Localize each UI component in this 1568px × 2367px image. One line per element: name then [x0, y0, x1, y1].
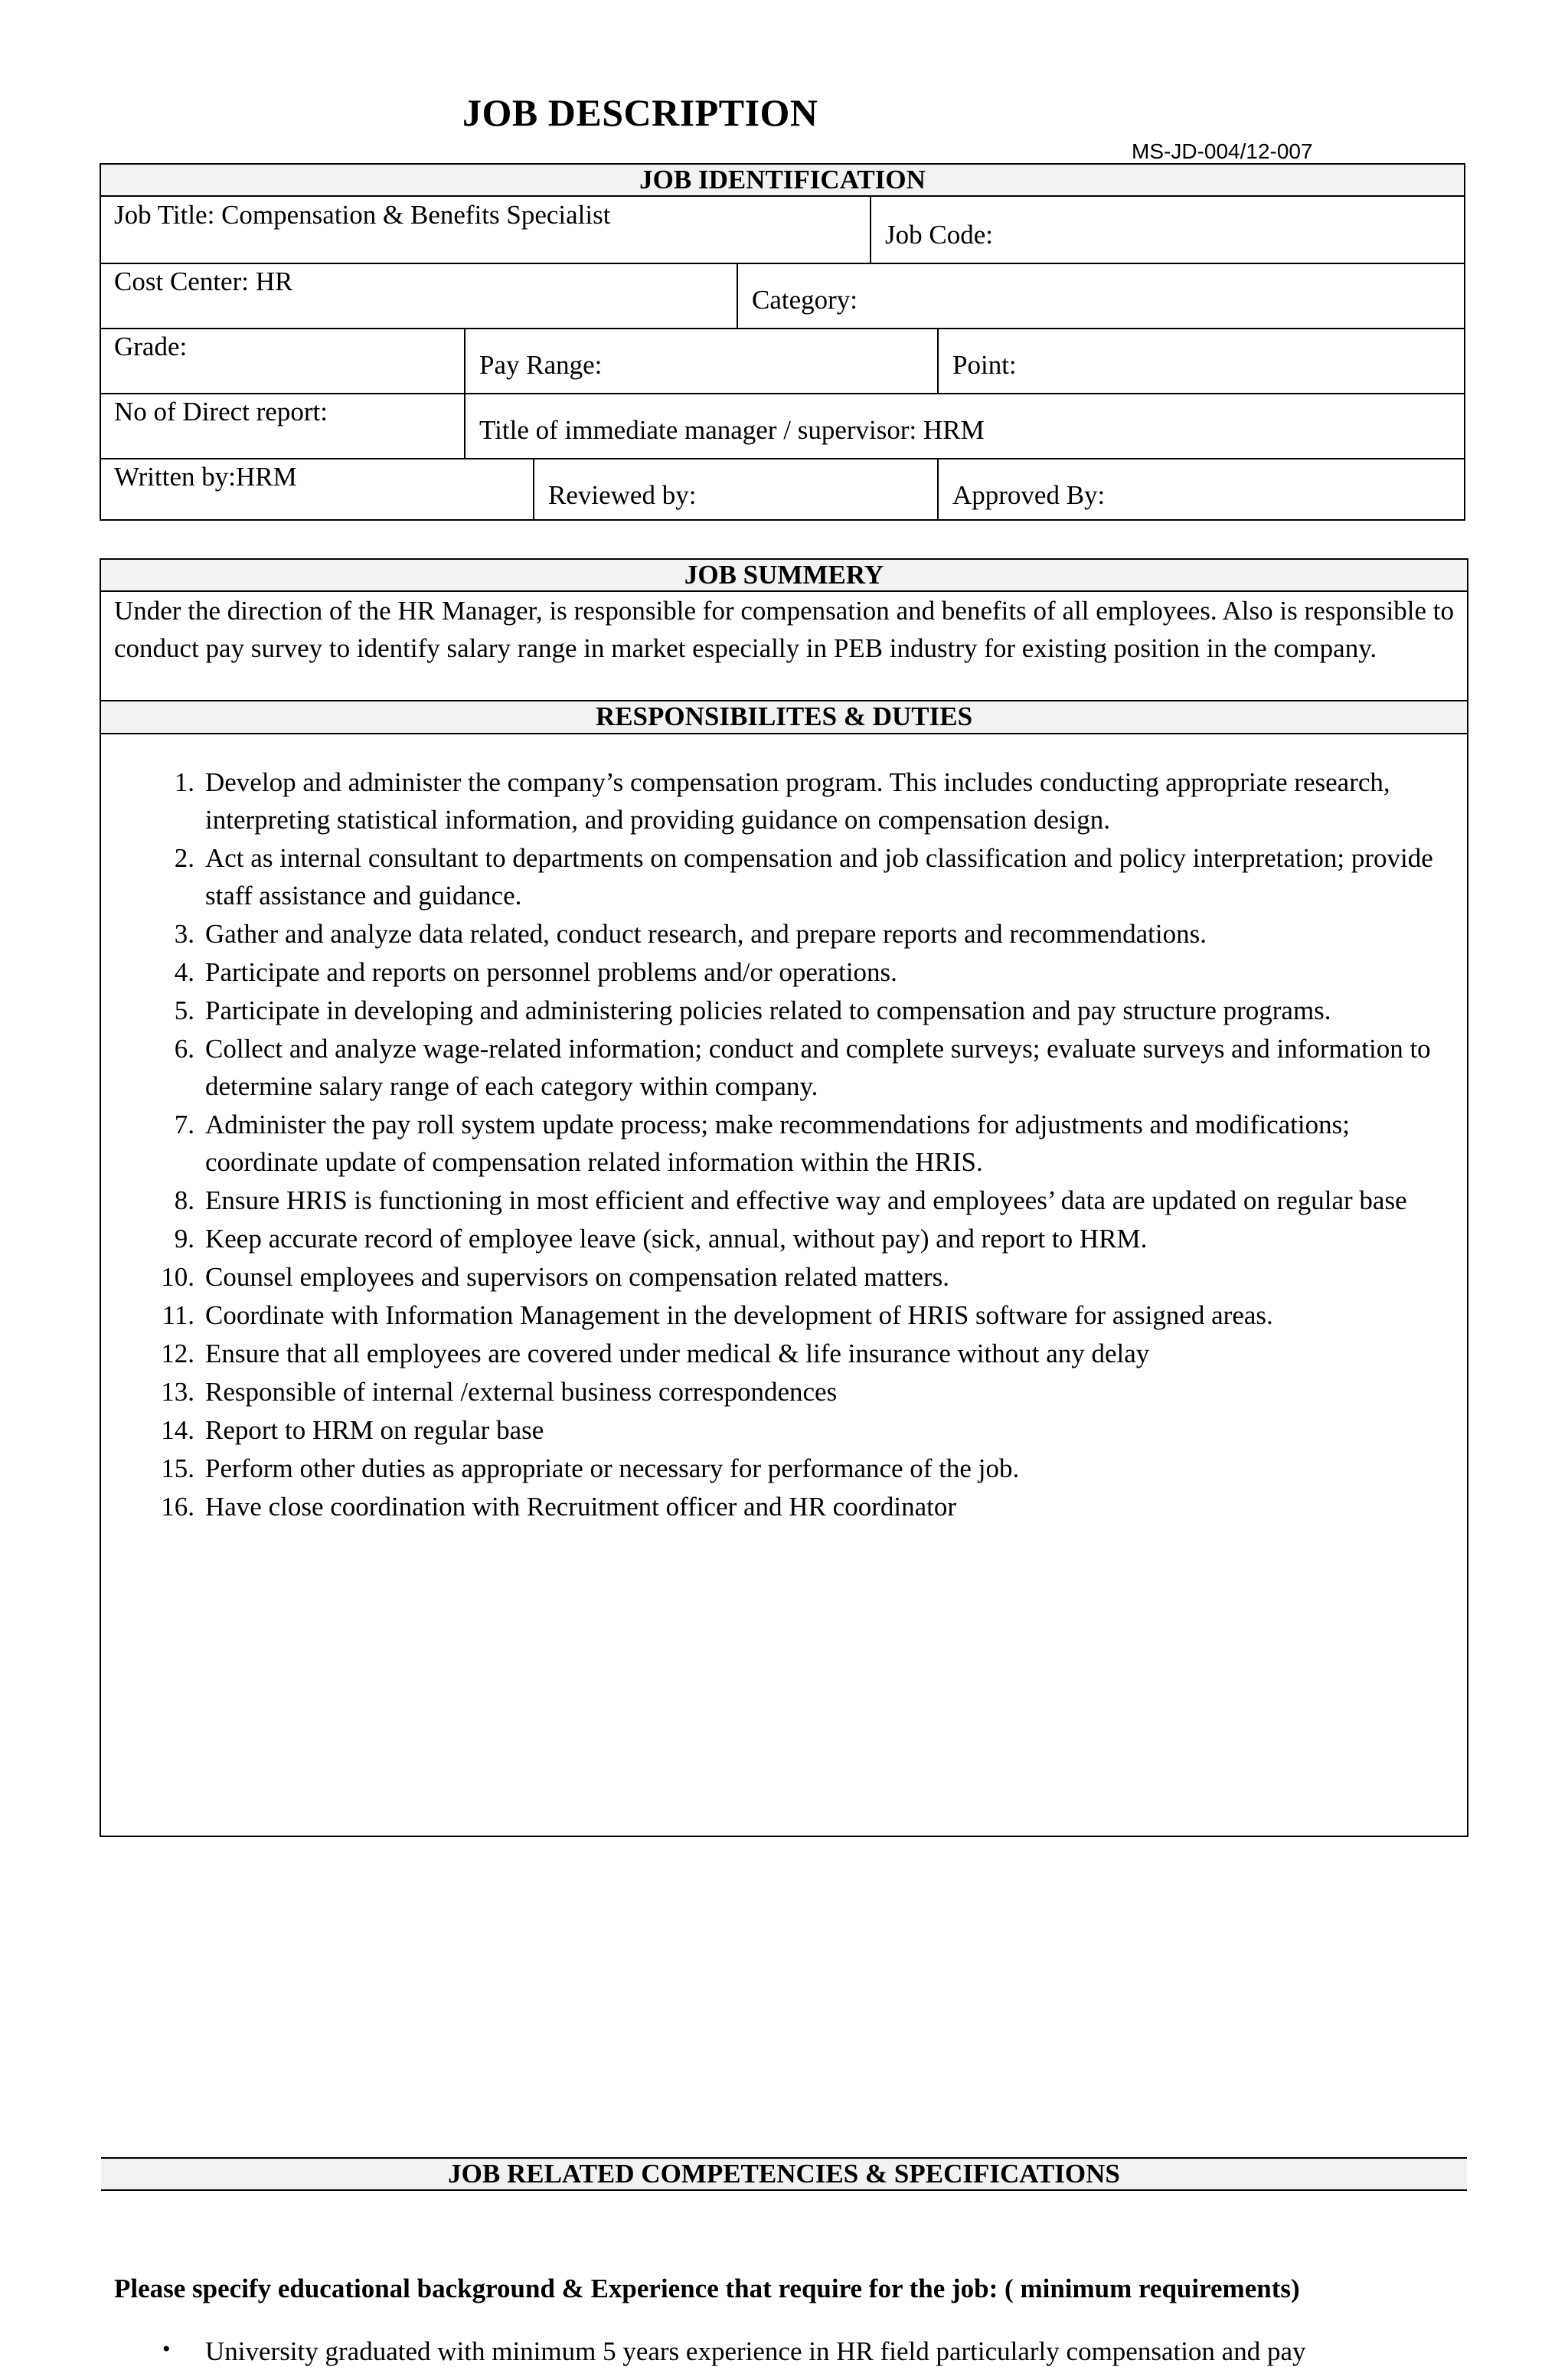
duty-number: 1. [174, 767, 194, 797]
duty-item [101, 1296, 1467, 1334]
duty-item [101, 763, 1467, 839]
reviewed-by-field: Reviewed by: [548, 480, 697, 510]
job-details-section [100, 558, 1468, 2366]
duty-item [101, 1220, 1467, 1257]
category-field: Category: [752, 285, 858, 315]
duties-heading: RESPONSIBILITES & DUTIES [101, 700, 1467, 734]
cost-center-field: Cost Center: HR [114, 266, 293, 296]
duty-text: Collect and analyze wage-related information; conduct and complete surveys; evaluate surveys and information to determine salary range of each category within company. [205, 1034, 1431, 1101]
approved-by-field: Approved By: [952, 480, 1106, 510]
requirements-question: Please specify educational background & Experience that require for the job: ( minimum requirements) [114, 2274, 1300, 2303]
duty-item [101, 1106, 1467, 1181]
row-divider [101, 263, 1464, 264]
duties-list [101, 763, 1467, 1526]
duty-number: 16. [161, 1492, 194, 1522]
job-identification-heading: JOB IDENTIFICATION [101, 165, 1464, 197]
duty-text: Develop and administer the company’s compensation program. This includes conducting appropriate research, interpreting statistical information, and providing guidance on compensation design. [205, 767, 1390, 835]
duty-item [101, 1258, 1467, 1296]
duty-number: 10. [161, 1262, 194, 1292]
immediate-manager-field: Title of immediate manager / supervisor: HRM [479, 415, 985, 445]
duty-text: Coordinate with Information Management in the development of HRIS software for assigned areas. [205, 1300, 1273, 1330]
duty-number: 12. [161, 1339, 194, 1368]
duty-number: 3. [174, 919, 194, 949]
duty-text: Counsel employees and supervisors on compensation related matters. [205, 1262, 949, 1292]
duty-item [101, 1373, 1467, 1411]
duty-number: 2. [174, 843, 194, 873]
job-summary-text: Under the direction of the HR Manager, is responsible for compensation and benefits of all employees. Also is responsible to conduct pay survey to identify salary range in market especially in PEB industry for existing position in the company. [114, 596, 1454, 663]
job-code-field: Job Code: [885, 220, 993, 250]
duty-item [101, 839, 1467, 914]
grade-field: Grade: [114, 332, 188, 361]
requirement-text: University graduated with minimum 5 years experience in HR field particularly compensation and pay [205, 2336, 1306, 2366]
duty-item [101, 1488, 1467, 1525]
row-divider [101, 458, 1464, 459]
duty-number: 6. [174, 1034, 194, 1064]
duty-text: Participate in developing and administering policies related to compensation and pay structure programs. [205, 996, 1331, 1025]
duty-number: 8. [174, 1185, 194, 1215]
row-divider [101, 328, 1464, 329]
duty-item [101, 1450, 1467, 1487]
duty-item [101, 1030, 1467, 1105]
duty-number: 5. [174, 996, 194, 1025]
column-divider [937, 329, 939, 393]
duty-item [101, 915, 1467, 953]
duty-number: 7. [174, 1110, 194, 1139]
duty-item [101, 1335, 1467, 1372]
duty-number: 9. [174, 1224, 194, 1254]
column-divider [533, 459, 534, 521]
duty-item [101, 1411, 1467, 1449]
duty-number: 11. [162, 1300, 194, 1330]
duty-text: Have close coordination with Recruitment officer and HR coordinator [205, 1492, 956, 1522]
duty-text: Administer the pay roll system update process; make recommendations for adjustments and modifications; coordinate update of compensation related information within the HRIS. [205, 1110, 1350, 1177]
duty-item [101, 1182, 1467, 1219]
competencies-heading: JOB RELATED COMPETENCIES & SPECIFICATIONS [101, 2157, 1467, 2191]
duty-text: Act as internal consultant to departments on compensation and job classification and policy interpretation; provide staff assistance and guidance. [205, 843, 1433, 911]
duty-text: Participate and reports on personnel problems and/or operations. [205, 957, 897, 987]
point-field: Point: [952, 350, 1017, 380]
duty-number: 13. [161, 1377, 194, 1407]
duty-text: Responsible of internal /external business correspondences [205, 1377, 838, 1407]
column-divider [870, 197, 871, 263]
document-title: JOB DESCRIPTION [462, 91, 818, 134]
pay-range-field: Pay Range: [479, 350, 603, 380]
document-code: MS-JD-004/12-007 [1132, 139, 1313, 163]
duty-number: 4. [174, 957, 194, 987]
duty-item [101, 953, 1467, 991]
duty-text: Ensure HRIS is functioning in most efficient and effective way and employees’ data are updated on regular base [205, 1185, 1407, 1215]
duty-text: Keep accurate record of employee leave (sick, annual, without pay) and report to HRM. [205, 1224, 1148, 1254]
requirement-item [101, 2336, 1467, 2367]
duty-text: Report to HRM on regular base [205, 1415, 544, 1445]
job-title-field: Job Title: Compensation & Benefits Specialist [114, 200, 611, 230]
column-divider [937, 459, 939, 521]
duty-text: Gather and analyze data related, conduct research, and prepare reports and recommendations. [205, 919, 1207, 949]
job-identification-table [100, 163, 1465, 521]
row-divider [101, 393, 1464, 394]
duty-text: Perform other duties as appropriate or necessary for performance of the job. [205, 1453, 1020, 1483]
bullet-icon: • [162, 2336, 171, 2362]
written-by-field: Written by:HRM [114, 462, 297, 492]
duty-number: 14. [161, 1415, 194, 1445]
job-summary-heading: JOB SUMMERY [101, 560, 1467, 592]
direct-reports-field: No of Direct report: [114, 397, 328, 427]
duty-text: Ensure that all employees are covered under medical & life insurance without any delay [205, 1339, 1150, 1368]
column-divider [737, 264, 738, 328]
column-divider [464, 329, 466, 458]
duty-item [101, 992, 1467, 1029]
duty-number: 15. [161, 1453, 194, 1483]
